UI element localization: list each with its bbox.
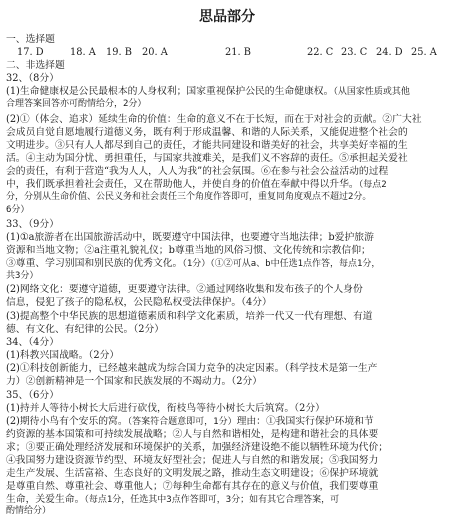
- answer-line: 约资源的基本国策和可持续发展战略；②人与自然和谐相处，是构建和谐社会的具体要: [6, 429, 379, 440]
- scoring-note: 共3分）: [6, 271, 39, 281]
- section-heading-choice: 一、选择题: [6, 34, 55, 45]
- answer-line: 文明进步。③只有人人都尽到自己的责任，才能共同建设和谐美好的社会，共享美好幸福的生: [6, 140, 408, 151]
- scoring-note: （每点2: [358, 180, 387, 190]
- answer-line: [6, 323, 450, 336]
- answer-line: 求；③要正确处理经济发展和环境保护的关系，加强经济建设绝不能以牺牲环境为代价；: [6, 442, 389, 453]
- answer-line: 资源和当地文物；②a注重礼貌礼仪；b尊重当地的风俗习惯、文化传统和宗教信仰；: [6, 245, 371, 256]
- question-heading-32: 32、（8分）: [6, 73, 59, 84]
- choice-answer: 18. A: [70, 47, 96, 58]
- answer-line: 是尊重自然、尊重社会、尊重他人；⑦每种生命都有其存在的意义与价值，我们要尊重: [6, 481, 379, 492]
- choice-answer: 22. C: [307, 47, 334, 58]
- answer-line: ④我国努力建设资源节约型、环境友好型社会；促进人与自然的和谐发展；⑤我国努力: [6, 455, 379, 466]
- choice-answer: 24. D: [376, 47, 403, 58]
- question-heading-33: 33、（9分）: [6, 219, 59, 230]
- answer-line: [6, 415, 450, 429]
- scoring-note: （每点1分，任选其中3点作答即可，3分；如有其它合理答案，可: [84, 495, 340, 505]
- answer-line: 力）②创新精神是一个国家和民族发展的不竭动力。（2分）: [6, 376, 263, 387]
- page-title: 思品部分: [199, 9, 255, 25]
- score-value: （2分）: [133, 324, 165, 335]
- answer-text: 德、有文化、有纪律的公民。: [6, 324, 134, 335]
- answer-text: ③尊重、学习别国和别民族的优秀文化。: [6, 258, 183, 269]
- answer-text: 中，我们既承担着社会责任，又在帮助他人，并使自身的价值在奉献中得以升华。: [6, 179, 359, 190]
- answer-line: [6, 257, 450, 271]
- question-heading-34: 34、（4分）: [6, 337, 59, 348]
- answer-text: (1)生命健康权是公民最根本的人身权利；国家重视保护公民的生命健康权。: [6, 86, 334, 97]
- answer-text: （科学技术是第一生产: [284, 363, 378, 374]
- scoring-note: 合理答案回答亦可酌情给分，2分）: [6, 99, 147, 109]
- answer-text: 理由：①我国实行保护环境和节: [236, 416, 374, 427]
- answer-text: 生命，关爱生命。: [6, 494, 85, 505]
- answer-line: [6, 178, 450, 192]
- answer-line: (1)①a旅游者在出国旅游活动中，既要遵守中国法律，也要遵守当地法律；b爱护旅游: [6, 232, 374, 243]
- choice-answer: 25. A: [411, 47, 437, 58]
- choice-answer: 21. B: [225, 47, 251, 58]
- answer-line: [6, 296, 450, 309]
- answer-line: 走生产发展、生活富裕、生态良好的文明发展之路，推动生态文明建设；⑥保护环境就: [6, 468, 379, 479]
- scoring-note: （答案符合题意即可，1分）: [127, 417, 237, 427]
- answer-line: 会成员自觉自愿地履行道德义务，既有利于形成温馨、和谐的人际关系，又能促进整个社会的: [6, 127, 408, 138]
- choice-answer: 23. C: [341, 47, 368, 58]
- answer-line: (2)网络文化：要遵守道德，更要遵守法律。②通过网络收集和发布孩子的个人身份: [6, 284, 363, 295]
- choice-answer: 17. D: [17, 47, 44, 58]
- answer-line: (2)①（体会、追求）延续生命的价值：生命的意义不在于长短，而在于对社会的贡献。②广大社: [6, 114, 422, 125]
- choice-answer: 20. A: [142, 47, 168, 58]
- scoring-note: （1分）（①②可从a、b中任选1点作答，每点1分，: [182, 259, 381, 269]
- score-value: （4分）: [241, 297, 272, 308]
- answer-line: 会的责任，有利于营造“我为人人，人人为我”的社会氛围。⑥在参与社会公益活动的过程: [6, 166, 389, 177]
- answer-text: (2)期待小鸟有个安乐的窝。: [6, 416, 128, 427]
- answer-line: (1)科教兴国战略。（2分）: [6, 350, 120, 361]
- scoring-note: 分，分别从生命价值、公民义务和社会责任三个角度作答即可，重复同角度观点不超过2分。: [6, 192, 372, 202]
- scoring-note: （从国家性质或其他: [333, 87, 410, 97]
- scoring-note: 6分）: [6, 205, 30, 215]
- question-heading-35: 35、（6分）: [6, 390, 59, 401]
- section-heading-nonchoice: 二、非选择题: [6, 60, 65, 71]
- choice-answer: 19. B: [106, 47, 132, 58]
- answer-line: (1)持并人等待小树长大后进行砍伐，衔枝鸟等待小树长大后筑窝。（2分）: [6, 403, 325, 414]
- scoring-note: 酌情给分）: [6, 506, 52, 516]
- answer-line: 活。④主动为国分忧、勇担重任，与国家共渡难关，是我们义不容辞的责任。⑤承担起关爱社: [6, 153, 408, 164]
- answer-text: (2)①科技创新能力，已经越来越成为综合国力竞争的决定因素。: [6, 363, 285, 374]
- answer-line: [6, 85, 450, 99]
- answer-line: [6, 362, 450, 375]
- answer-text: 信息，侵犯了孩子的隐私权，公民隐私权受法律保护。: [6, 297, 242, 308]
- answer-line: (3)提高整个中华民族的思想道德素质和科学文化素质，培养一代又一代有理想、有道: [6, 311, 373, 322]
